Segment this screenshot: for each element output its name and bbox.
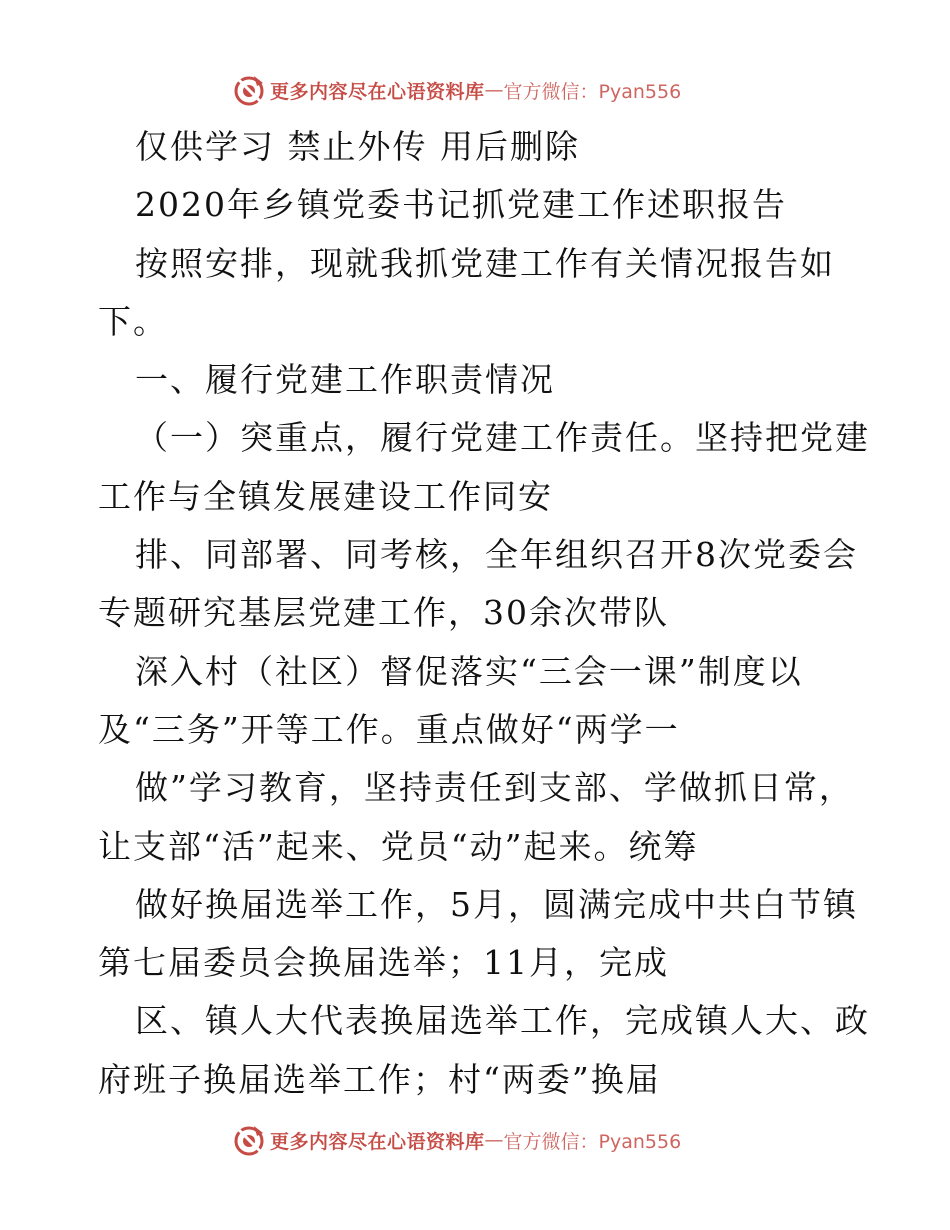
paragraph-line: 及“三务”开等工作。重点做好“两学一 [98,709,680,749]
watermark-dash: — [484,79,504,101]
paragraph-line: 排、同部署、同考核，全年组织召开8次党委会 [135,535,858,575]
logo-icon [232,1123,266,1157]
watermark-dash: — [484,1129,504,1151]
watermark-header [232,70,681,110]
document-title: 2020年乡镇党委书记抓党建工作述职报告 [135,185,787,225]
watermark-suffix: 官方微信：Pyan556 [503,1130,682,1153]
paragraph-line: 深入村（社区）督促落实“三会一课”制度以 [135,651,803,691]
watermark-text: 更多内容尽在心语资料库 [270,80,485,103]
paragraph-line: 按照安排，现就我抓党建工作有关情况报告如 [135,243,835,283]
paragraph-line: 让支部“活”起来、党员“动”起来。统筹 [98,826,699,866]
watermark-footer [232,1120,681,1160]
paragraph-line: 做好换届选举工作，5月，圆满完成中共白节镇 [135,884,858,924]
paragraph-line: 专题研究基层党建工作，30余次带队 [98,593,669,633]
logo-icon [232,73,266,107]
paragraph-line: （一）突重点，履行党建工作责任。坚持把党建 [135,418,870,458]
watermark-suffix: 官方微信：Pyan556 [503,80,682,103]
section-heading: 一、履行党建工作职责情况 [135,360,555,400]
paragraph-line: 工作与全镇发展建设工作同安 [98,476,553,516]
watermark-text: 更多内容尽在心语资料库 [270,1130,485,1153]
document-body [98,118,870,1109]
paragraph-line: 第七届委员会换届选举；11月，完成 [98,943,669,983]
paragraph-line: 府班子换届选举工作；村“两委”换届 [98,1059,661,1099]
paragraph-line: 做”学习教育，坚持责任到支部、学做抓日常， [135,768,854,808]
paragraph-line: 区、镇人大代表换届选举工作，完成镇人大、政 [135,1001,870,1041]
notice-line: 仅供学习 禁止外传 用后删除 [135,127,580,166]
paragraph-line: 下。 [98,301,168,341]
